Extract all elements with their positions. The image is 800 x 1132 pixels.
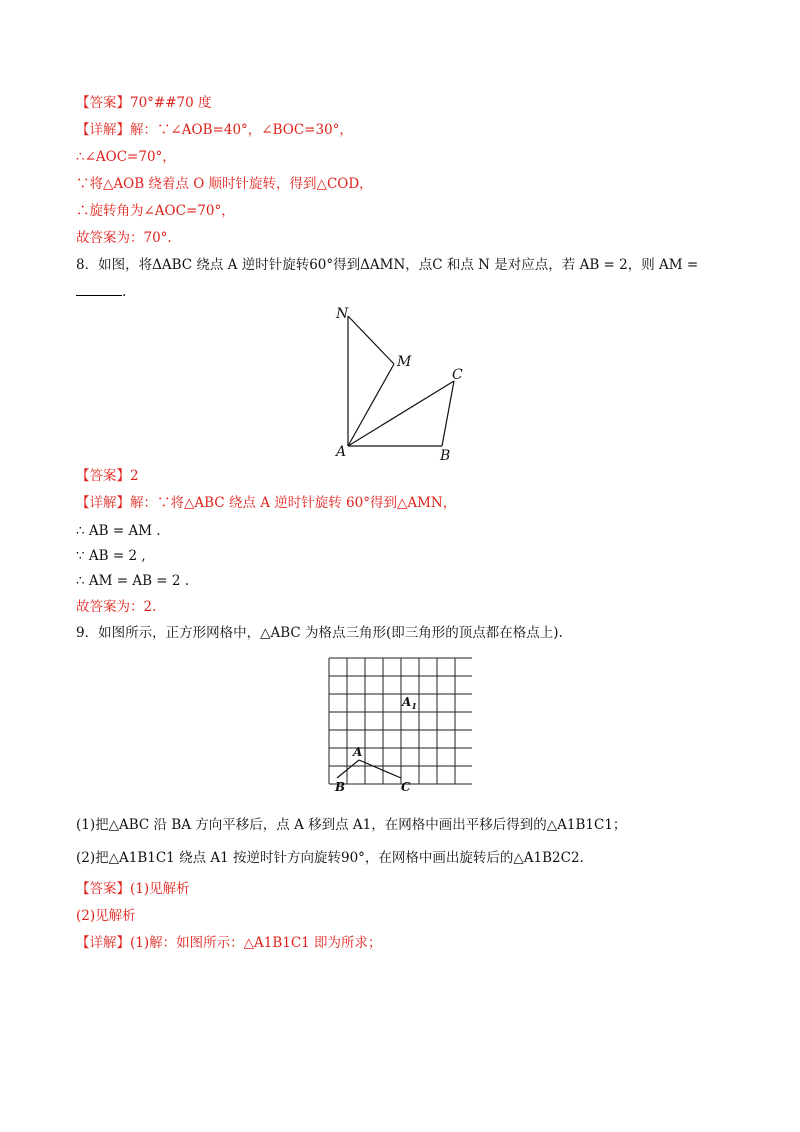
- q7-step-1: ∴∠AOC=70°，: [76, 149, 176, 165]
- label-a: A: [353, 745, 363, 759]
- q8-step-4: 故答案为：2.: [76, 599, 157, 615]
- segment-nm: [348, 316, 394, 364]
- q8-answer: 【答案】2: [76, 468, 139, 484]
- q8-stem-end: .: [122, 284, 127, 300]
- segment-ba: [337, 760, 359, 778]
- q9-answer-2: (2)见解析: [76, 908, 136, 924]
- q9-square-grid-figure: [326, 654, 472, 796]
- label-c: C: [401, 780, 411, 794]
- label-c: C: [452, 367, 463, 383]
- label-a1: $A_1$: [402, 695, 417, 711]
- q7-step-4: 故答案为：70°.: [76, 230, 172, 246]
- segment-am: [348, 364, 394, 446]
- q8-blank-line: [76, 282, 126, 302]
- q9-part-1: (1)把△ABC 沿 BA 方向平移后，点 A 移到点 A1，在网格中画出平移后得到的△A1B1C1；: [76, 817, 627, 833]
- q9-detail: 【详解】(1)解：如图所示：△A1B1C1 即为所求；: [76, 935, 382, 951]
- q8-detail: 【详解】解：∵将△ABC 绕点 A 逆时针旋转 60°得到△AMN，: [76, 495, 457, 511]
- q7-step-3: ∴旋转角为∠AOC=70°，: [76, 203, 235, 219]
- label-a: A: [336, 444, 347, 460]
- label-m: M: [397, 354, 412, 370]
- grid-lines: [329, 658, 472, 784]
- q7-answer: 【答案】70°##70 度: [76, 95, 212, 111]
- segment-bc: [442, 381, 454, 446]
- q8-step-2: ∵ AB = 2 ,: [76, 548, 146, 564]
- segment-ac: [348, 381, 454, 446]
- q8-stem: 8．如图，将ΔABC 绕点 A 逆时针旋转60°得到ΔAMN，点C 和点 N 是对应点，若 AB = 2，则 AM =: [76, 257, 699, 273]
- q7-step-2: ∵将△AOB 绕着点 O 顺时针旋转，得到△COD，: [76, 176, 373, 192]
- label-b: B: [335, 780, 346, 794]
- q8-rotation-figure: [326, 298, 482, 464]
- label-n: N: [336, 306, 349, 322]
- q9-answer-1: 【答案】(1)见解析: [76, 881, 190, 897]
- answer-blank: [76, 283, 122, 296]
- q7-detail: 【详解】解：∵∠AOB=40°，∠BOC=30°，: [76, 122, 353, 138]
- q8-step-3: ∴ AM = AB = 2 .: [76, 573, 190, 589]
- label-b: B: [440, 448, 451, 464]
- q8-step-1: ∴ AB = AM .: [76, 523, 161, 539]
- q9-part-2: (2)把△A1B1C1 绕点 A1 按逆时针方向旋转90°，在网格中画出旋转后的△A1B2C2.: [76, 850, 584, 866]
- q9-stem: 9．如图所示，正方形网格中，△ABC 为格点三角形(即三角形的顶点都在格点上).: [76, 625, 563, 641]
